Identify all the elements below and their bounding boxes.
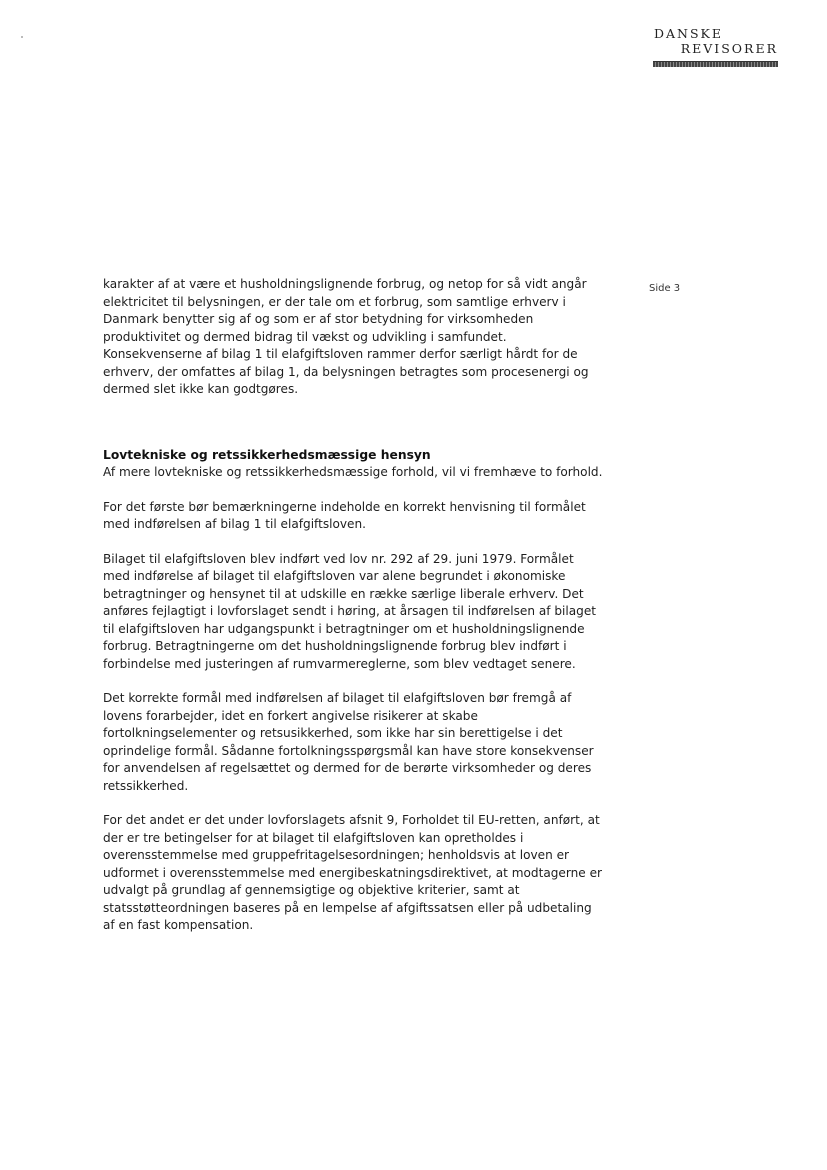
scan-speck bbox=[21, 36, 23, 38]
paragraph-bilag: Bilaget til elafgiftsloven blev indført ved lov nr. 292 af 29. juni 1979. Formålet med indførelse af bilaget til elafgiftsloven var alene begrundet i økonomiske betragtninger og hensynet til at udskille en række særlige liberale erhverv. Det anføres fejlagtigt i lovforslaget sendt i høring, at årsagen til indførelsen af bilaget til elafgiftsloven har udgangspunkt i betragtninger om et husholdningslignende forbrug. Betragtningerne om det husholdningslignende forbrug blev indført i forbindelse med justeringen af rumvarmereglerne, som blev vedtaget senere. bbox=[103, 551, 597, 671]
paragraph-heading-intro: Af mere lovtekniske og retssikkerhedsmæssige forhold, vil vi fremhæve to forhold. bbox=[103, 465, 603, 479]
paragraph-korrekte: Det korrekte formål med indførelsen af bilaget til elafgiftsloven bør fremgå af lovens forarbejder, idet en forkert angivelse risikerer at skabe fortolkningselementer og retsusikkerhed, som ikke har sin berettigelse i det oprindelige formål. Sådanne fortolkningsspørgsmål kan have store konsekvenser for anvendelsen af regelsættet og dermed for de berørte virksomheder og deres retssikkerhed. bbox=[103, 691, 594, 793]
letter-body bbox=[103, 276, 603, 952]
paragraph-first: For det første bør bemærkningerne indeholde en korrekt henvisning til formålet med indførelsen af bilag 1 til elafgiftsloven. bbox=[103, 499, 586, 531]
section-heading: Lovtekniske og retssikkerhedsmæssige hensyn bbox=[103, 447, 431, 462]
paragraph-intro: karakter af at være et husholdningslignende forbrug, og netop for så vidt angår elektricitet til belysningen, er der tale om et forbrug, som samtlige erhverv i Danmark benytter sig af og som er af stor betydning for virksomheden produktivitet og dermed bidrag til vækst og udvikling i samfundet. Konsekvenserne af bilag 1 til elafgiftsloven rammer derfor særligt hårdt for de erhverv, der omfattes af bilag 1, da belysningen betragtes som procesenergi og dermed slet ikke kan godtgøres. bbox=[103, 277, 589, 396]
logo-underline bbox=[653, 61, 778, 67]
page-number: Side 3 bbox=[649, 283, 681, 294]
logo-line-1: DANSKE bbox=[654, 26, 724, 41]
paragraph-andet: For det andet er det under lovforslagets afsnit 9, Forholdet til EU-retten, anført, at der er tre betingelser for at bilaget til elafgiftsloven kan opretholdes i overensstemmelse med gruppefritagelsesordningen; henholdsvis at loven er udformet i overensstemmelse med energibeskatningsdirektivet, at modtagerne er udvalgt på grundlag af gennemsigtige og objektive kriterier, samt at statsstøtteordningen baseres på en lempelse af afgiftssatsen eller på udbetaling af en fast kompensation. bbox=[103, 813, 602, 932]
section-spacer bbox=[103, 416, 603, 447]
logo-line-2: REVISORER bbox=[680, 41, 778, 56]
danske-revisorer-logo bbox=[650, 26, 780, 67]
